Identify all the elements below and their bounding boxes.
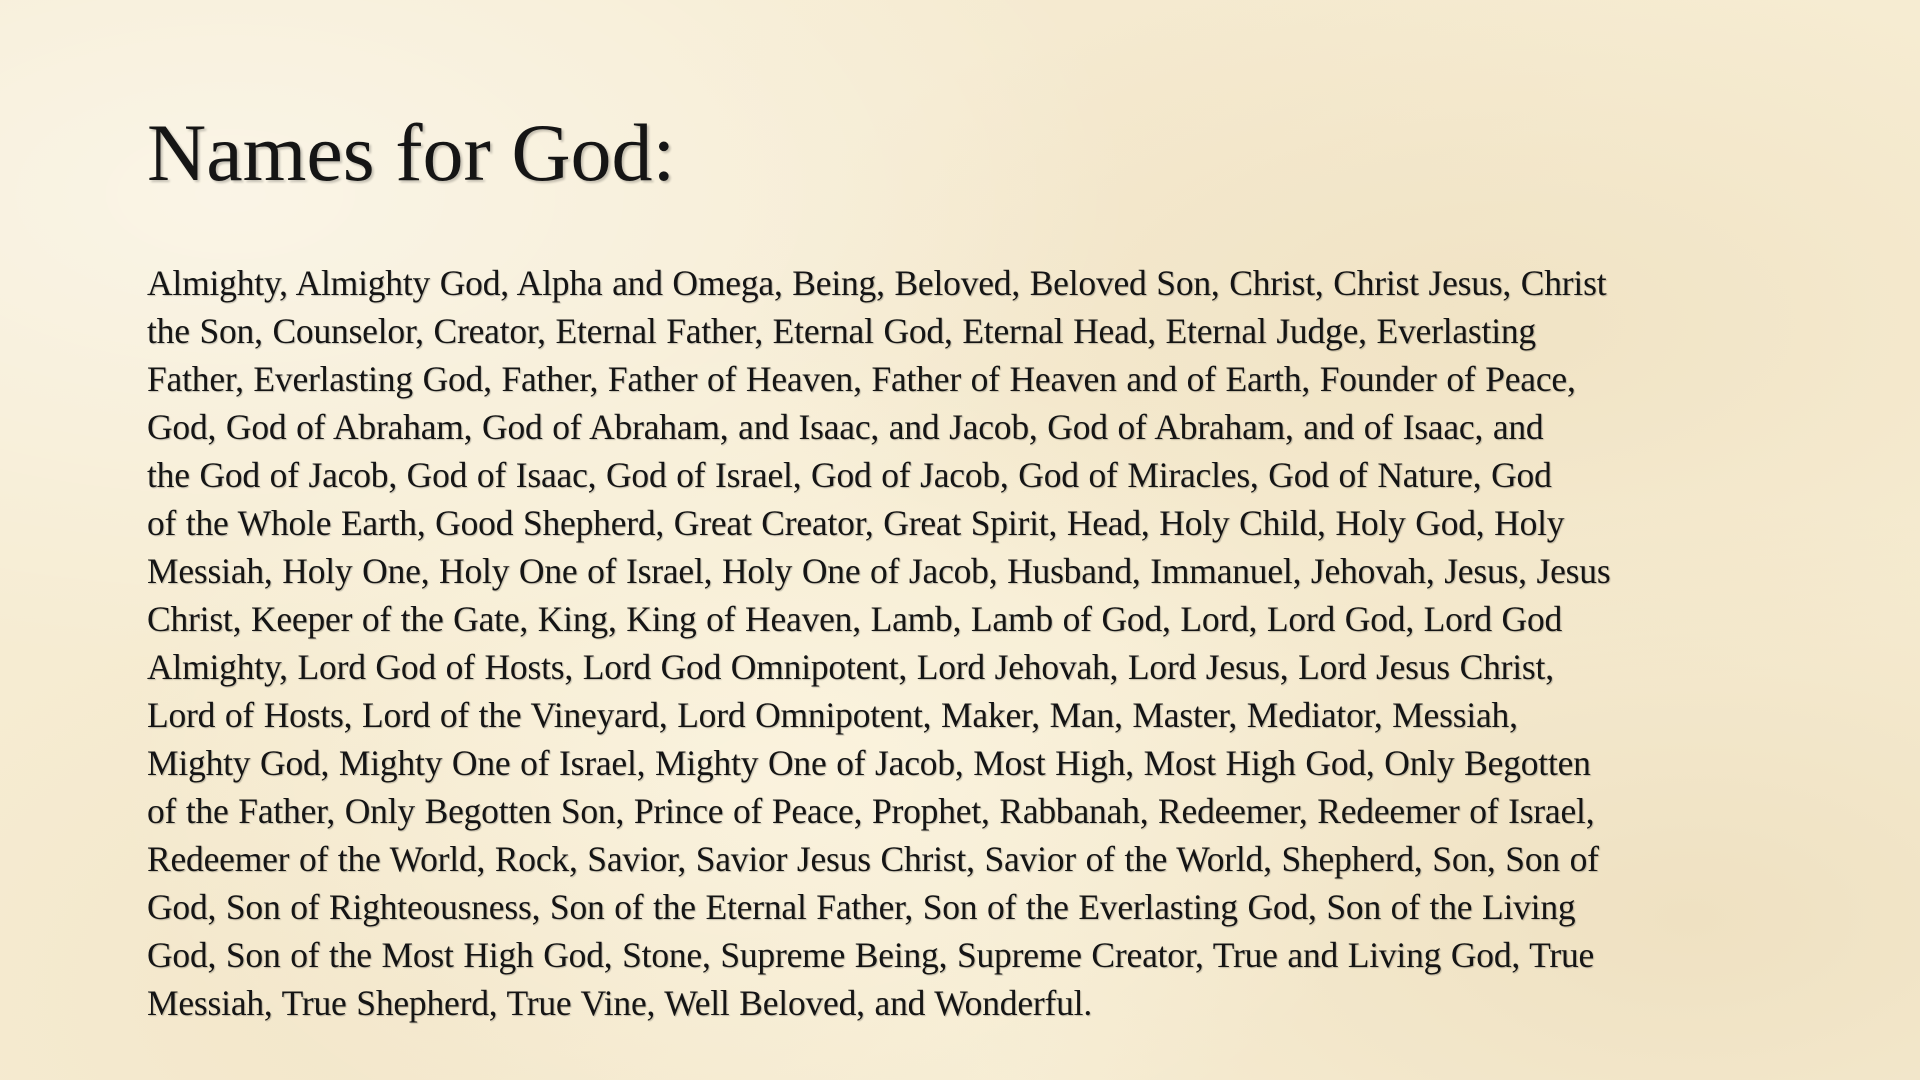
paragraph-line: Mighty God, Mighty One of Israel, Mighty One of Jacob, Most High, Most High God, Only Begotten	[147, 743, 1591, 783]
paragraph-line: God, Son of Righteousness, Son of the Eternal Father, Son of the Everlasting God, Son of the Living	[147, 887, 1576, 927]
paragraph-line: the Son, Counselor, Creator, Eternal Father, Eternal God, Eternal Head, Eternal Judge, Everlasting	[147, 311, 1536, 351]
names-paragraph	[147, 259, 1757, 1027]
paragraph-line: God, God of Abraham, God of Abraham, and Isaac, and Jacob, God of Abraham, and of Isaac, and	[147, 407, 1544, 447]
paragraph-line: Lord of Hosts, Lord of the Vineyard, Lord Omnipotent, Maker, Man, Master, Mediator, Messiah,	[147, 695, 1518, 735]
paragraph-line: of the Whole Earth, Good Shepherd, Great Creator, Great Spirit, Head, Holy Child, Holy God, Holy	[147, 503, 1565, 543]
paragraph-line: Father, Everlasting God, Father, Father of Heaven, Father of Heaven and of Earth, Founder of Peace,	[147, 359, 1576, 399]
paragraph-line: Messiah, Holy One, Holy One of Israel, Holy One of Jacob, Husband, Immanuel, Jehovah, Jesus, Jesus	[147, 551, 1611, 591]
paragraph-line: Redeemer of the World, Rock, Savior, Savior Jesus Christ, Savior of the World, Shepherd, Son, Son of	[147, 839, 1599, 879]
paragraph-line: Almighty, Almighty God, Alpha and Omega, Being, Beloved, Beloved Son, Christ, Christ Jesus, Christ	[147, 263, 1607, 303]
paragraph-line: Christ, Keeper of the Gate, King, King of Heaven, Lamb, Lamb of God, Lord, Lord God, Lord God	[147, 599, 1563, 639]
paragraph-line: God, Son of the Most High God, Stone, Supreme Being, Supreme Creator, True and Living God, True	[147, 935, 1595, 975]
paragraph-line: Almighty, Lord God of Hosts, Lord God Omnipotent, Lord Jehovah, Lord Jesus, Lord Jesus Christ,	[147, 647, 1554, 687]
paragraph-line: Messiah, True Shepherd, True Vine, Well Beloved, and Wonderful.	[147, 983, 1093, 1023]
slide-title: Names for God:	[147, 107, 676, 198]
paragraph-line: the God of Jacob, God of Isaac, God of Israel, God of Jacob, God of Miracles, God of Nature, God	[147, 455, 1552, 495]
paragraph-line: of the Father, Only Begotten Son, Prince of Peace, Prophet, Rabbanah, Redeemer, Redeemer of Israel,	[147, 791, 1595, 831]
